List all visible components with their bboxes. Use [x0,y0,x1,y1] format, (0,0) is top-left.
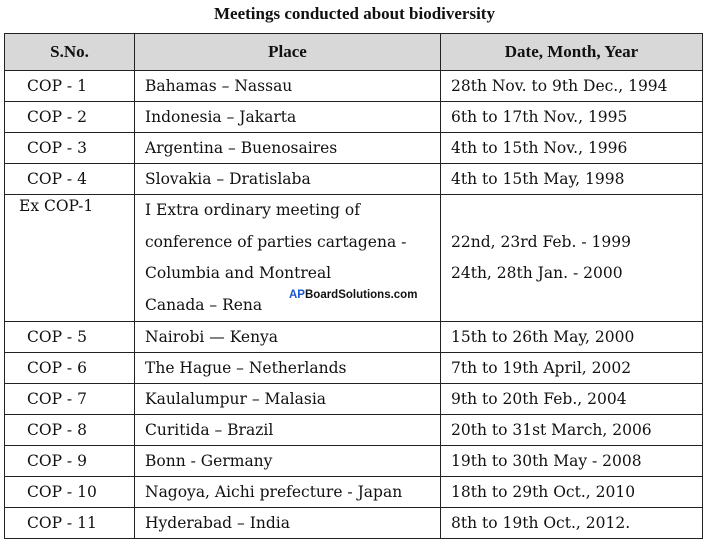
cell-sno: COP - 3 [5,133,135,164]
cell-date: 6th to 17th Nov., 1995 [441,102,703,133]
cell-sno: COP - 9 [5,446,135,477]
cell-date: 7th to 19th April, 2002 [441,353,703,384]
cell-date-multiline [441,195,703,322]
cell-sno: COP - 7 [5,384,135,415]
cell-place: Nairobi — Kenya [135,322,441,353]
cell-date: 28th Nov. to 9th Dec., 1994 [441,71,703,102]
watermark-part: BoardSolutions.com [304,289,418,301]
cell-place: Hyderabad – India [135,508,441,539]
header-place: Place [135,34,441,71]
cell-place: Curitida – Brazil [135,415,441,446]
cell-place: Kaulalumpur – Malasia [135,384,441,415]
header-sno: S.No. [5,34,135,71]
cell-place: The Hague – Netherlands [135,353,441,384]
cell-date: 20th to 31st March, 2006 [441,415,703,446]
date-line: 22nd, 23rd Feb. - 1999 [451,232,631,251]
watermark [289,289,417,301]
table-row-extra [5,195,703,322]
table-row [5,322,703,353]
cell-sno: COP - 11 [5,508,135,539]
cell-sno: COP - 8 [5,415,135,446]
cell-date: 8th to 19th Oct., 2012. [441,508,703,539]
table-row [5,133,703,164]
place-line: Canada – Rena [145,295,263,314]
cell-place: Argentina – Buenosaires [135,133,441,164]
cell-sno: COP - 1 [5,71,135,102]
cell-sno: Ex COP-1 [5,195,135,322]
table-row [5,384,703,415]
cell-date: 4th to 15th Nov., 1996 [441,133,703,164]
cell-date: 18th to 29th Oct., 2010 [441,477,703,508]
table-row [5,415,703,446]
table-row [5,102,703,133]
cell-place-multiline [135,195,441,322]
table-row [5,71,703,102]
table-row [5,508,703,539]
table-header-row [5,34,703,71]
watermark-part: AP [289,289,305,301]
cell-place: Bonn - Germany [135,446,441,477]
date-line: 24th, 28th Jan. - 2000 [451,264,623,283]
table-row [5,446,703,477]
meetings-table [4,33,703,539]
cell-sno: COP - 4 [5,164,135,195]
table-row [5,353,703,384]
cell-place: Bahamas – Nassau [135,71,441,102]
cell-place: Nagoya, Aichi prefecture - Japan [135,477,441,508]
cell-date: 4th to 15th May, 1998 [441,164,703,195]
header-date: Date, Month, Year [441,34,703,71]
place-line: conference of parties cartagena - [145,232,407,251]
table-row [5,164,703,195]
cell-sno: COP - 6 [5,353,135,384]
cell-place: Slovakia – Dratislaba [135,164,441,195]
cell-date: 15th to 26th May, 2000 [441,322,703,353]
place-line: Columbia and Montreal [145,264,332,283]
cell-place: Indonesia – Jakarta [135,102,441,133]
page-title: Meetings conducted about biodiversity [214,4,495,23]
cell-sno: COP - 5 [5,322,135,353]
place-line: I Extra ordinary meeting of [145,201,360,219]
table-row [5,477,703,508]
cell-sno: COP - 10 [5,477,135,508]
cell-date: 19th to 30th May - 2008 [441,446,703,477]
cell-sno: COP - 2 [5,102,135,133]
cell-date: 9th to 20th Feb., 2004 [441,384,703,415]
